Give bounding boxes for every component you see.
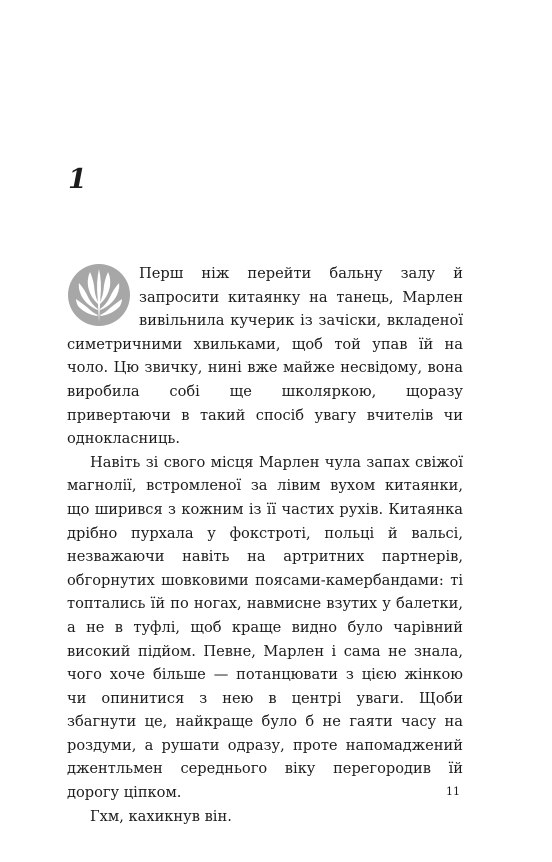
paragraph-1: Перш ніж перейти бальну залу й запросити китаянку на танець, Марлен вивільнила кучерик із зачіски, вкладеної симетричними хвильками, щоб той упав їй на чоло. Цю звичку, нині вже майже несвідому, вона виробила собі ще школяркою, щоразу привертаючи в такий спосіб увагу вчителів чи однокласниць. <box>67 265 463 448</box>
chapter-number: 1 <box>68 164 87 195</box>
page-number: 11 <box>446 785 460 798</box>
ornament-space <box>67 262 139 330</box>
paragraph-3: Гхм, кахикнув він. <box>90 807 232 825</box>
body-text <box>67 262 463 828</box>
paragraph-2: Навіть зі свого місця Марлен чула запах свіжої магнолії, встромленої за лівим вухом китаянки, що ширився з кожним із її частих рухів. Китаянка дрібно пурхала у фокстроті, польці й вальсі, незважаючи навіть на артритних партнерів, обгорнутих шовковими поясами-камербандами: ті топтались їй по ногах, навмисне взутих у балетки, а не в туфлі, щоб краще видно було чарівний високий підйом. Певне, Марлен і сама не знала, чого хоче більше — потанцювати з цією жінкою чи опинитися з нею в центрі уваги. Щоби збагнути це, найкраще було б не гаяти часу на роздуми, а рушати одразу, проте напомаджений джентльмен середнього віку перегородив їй дорогу ціпком. <box>67 453 463 802</box>
